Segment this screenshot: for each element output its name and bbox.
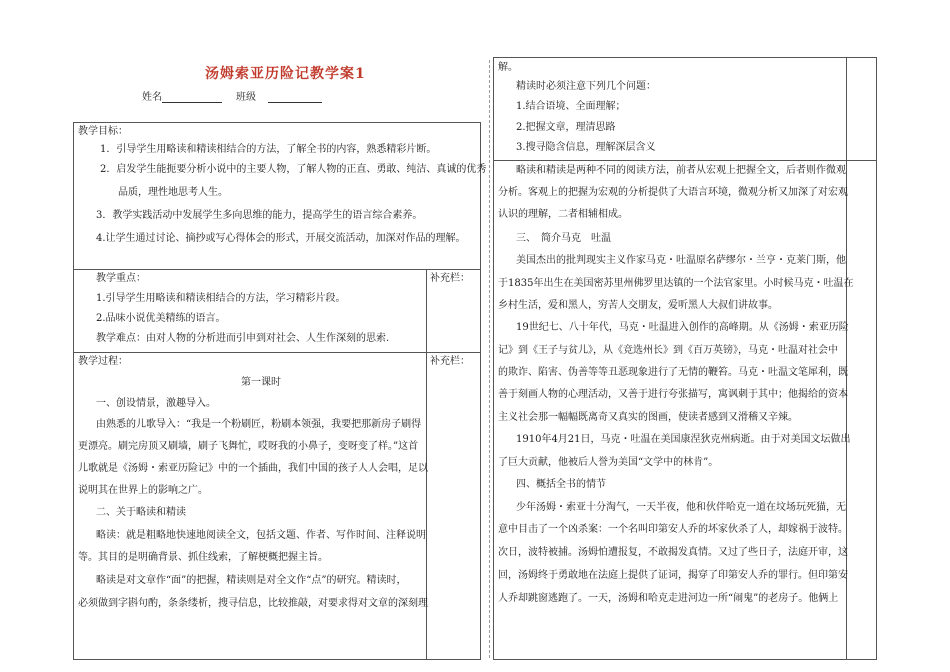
process-line: 一、创设情景，激趣导入。 <box>96 398 216 409</box>
name-label: 姓名 <box>142 92 162 103</box>
right-line: 三、 简介马克 吐温 <box>516 233 611 244</box>
key-point-item: 2.品味小说优美精练的语言。 <box>96 313 226 324</box>
right-line: 主义社会那一幅幅既离奇又真实的图画，使读者感到又滑稽又辛辣。 <box>498 412 798 423</box>
right-line: 回，汤姆终于勇敢地在法庭上提供了证词，揭穿了印第安人乔的罪行。但印第安 <box>498 570 848 581</box>
process-line: 必须做到字斟句酌，条条缕析，搜寻信息，比较推敲，对要求得对文章的深刻理 <box>78 598 428 609</box>
right-line: 1.结合语境、全面理解； <box>516 101 626 112</box>
name-field <box>142 88 222 103</box>
right-line: 美国杰出的批判现实主义作家马克・吐温原名萨缪尔・兰亨・克莱门斯，他 <box>516 255 846 266</box>
goal-item: 2．启发学生能扼要分析小说中的主要人物，了解人物的正直、勇敢、纯洁、真诚的优秀 <box>100 164 487 175</box>
right-line: 于1835年出生在美国密苏里州佛罗里达镇的一个法官家里。小时候马克・吐温在 <box>498 278 854 289</box>
difficulty-text: 教学难点：由对人物的分析进而引申到对社会、人生作深刻的思索. <box>96 333 390 344</box>
page-title: 汤姆索亚历险记教学案1 <box>205 66 366 82</box>
process-line: 略读是对文章作“面”的把握，精读则是对全文作“点”的研究。精读时， <box>96 575 407 586</box>
goal-item: 4.让学生通过讨论、摘抄或写心得体会的形式，开展交流活动，加深对作品的理解。 <box>96 233 466 244</box>
process-line: 说明其在世界上的影响之广。 <box>78 485 208 496</box>
goals-heading: 教学目标： <box>78 126 128 137</box>
process-heading: 教学过程： <box>78 356 128 367</box>
right-line: 2.把握文章，理清思路 <box>516 122 616 133</box>
right-line: 少年汤姆・索亚十分淘气，一天半夜，他和伙伴哈克一道在坟场玩死猫，无 <box>516 502 846 513</box>
goal-item: 品质，理性地思考人生。 <box>118 187 228 198</box>
process-line: 由熟悉的儿歌导入：“我是一个粉刷匠，粉刷本领强，我要把那新房子刷得 <box>96 419 422 430</box>
right-line: 乡村生活，爱和黑人，穷苦人交朋友，爱听黑人大叔们讲故事。 <box>498 300 778 311</box>
process-line: 儿歌就是《汤姆・索亚历险记》中的一个插曲，我们中国的孩子人人会唱，足以 <box>78 463 428 474</box>
process-line: 略读：就是粗略地快速地阅读全文，包括文题、作者、写作时间、注释说明 <box>96 530 426 541</box>
right-line: 人乔却跳窗逃跑了。一天，汤姆和哈克走进河边一所“闹鬼”的老房子。他俩上 <box>498 593 839 604</box>
right-line: 3.搜寻隐含信息，理解深层含义 <box>516 142 656 153</box>
right-line: 善于刻画人物的心理活动，又善于进行夸张描写，寓讽刺于其中；他揭给的资本 <box>498 389 848 400</box>
lesson-heading: 第一课时 <box>241 377 281 388</box>
right-line: 记》到《王子与贫儿》，从《竞选州长》到《百万英镑》，马克・吐温对社会中 <box>498 345 838 356</box>
right-line: 略读和精读是两种不同的阅读方法，前者从宏观上把握全文，后者则作微观 <box>516 165 846 176</box>
right-line: 四、概括全书的情节 <box>516 479 606 490</box>
process-line: 更漂亮。刷完房顶又刷墙，刷子飞舞忙，哎呀我的小鼻子，变呀变了样。”这首 <box>78 441 419 452</box>
key-point-item: 1.引导学生用略读和精读相结合的方法，学习精彩片段。 <box>96 293 346 304</box>
right-line: 分析。客观上的把握为宏观的分析提供了大语言环境，微观分析又加深了对宏观 <box>498 187 848 198</box>
note-label: 补充栏： <box>430 273 470 284</box>
right-line: 认识的理解，二者相辅相成。 <box>498 209 628 220</box>
goal-item: 3．教学实践活动中发展学生多向思维的能力，提高学生的语言综合素养。 <box>96 210 423 221</box>
class-field <box>236 88 322 103</box>
class-underline <box>268 91 322 103</box>
page-divider <box>489 60 490 658</box>
process-line: 二、关于略读和精读 <box>96 507 186 518</box>
right-line: 1910年4月21日，马克・吐温在美国康涅狄克州病逝。由于对美国文坛做出 <box>516 434 851 445</box>
class-label: 班级 <box>236 92 256 103</box>
right-line: 意中目击了一个凶杀案：一个名叫印第安人乔的坏家伙杀了人，却嫁祸于波特。 <box>498 524 848 535</box>
right-line: 精读时必须注意下列几个问题： <box>516 81 656 92</box>
right-line: 了巨大贡献，他被后人誉为美国“文学中的林肯”。 <box>498 457 719 468</box>
right-line: 解。 <box>498 62 518 73</box>
process-line: 等。其目的是明确背景、抓住线索，了解梗概把握主旨。 <box>78 552 328 563</box>
right-line: 19世纪七、八十年代，马克・吐温进入创作的高峰期。从《汤姆・索亚历险 <box>516 322 849 333</box>
right-line: 次日，波特被捕。汤姆怕遭报复，不敢揭发真情。又过了些日子，法庭开审，这 <box>498 547 848 558</box>
name-underline <box>162 91 222 103</box>
right-line: 的欺诈、陷害、伪善等等丑恶现象进行了无情的鞭笞。马克・吐温文笔犀利，既 <box>498 367 848 378</box>
note-label: 补充栏： <box>430 356 470 367</box>
goal-item: 1．引导学生用略读和精读相结合的方法，了解全书的内容，熟悉精彩片断。 <box>100 144 437 155</box>
key-points-heading: 教学重点： <box>96 273 146 284</box>
